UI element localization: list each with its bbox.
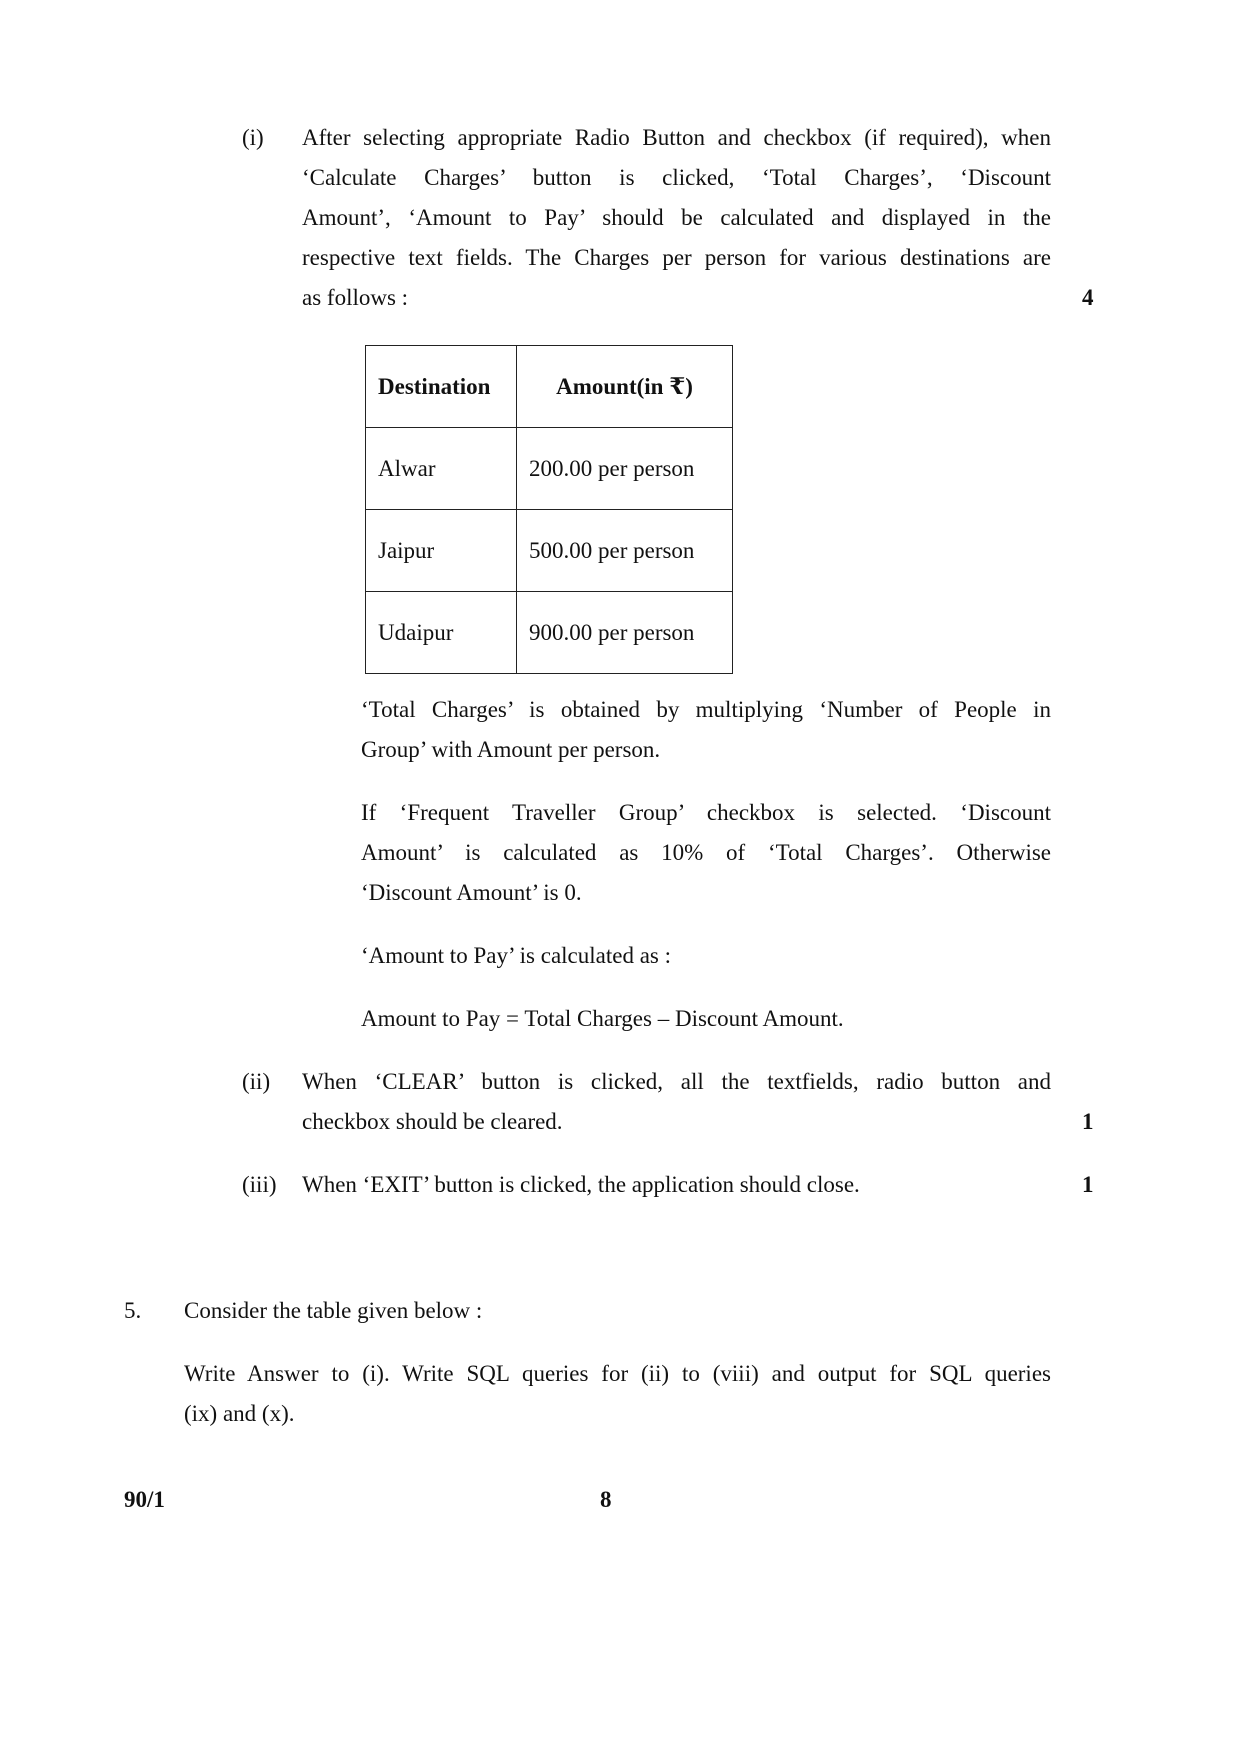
table-row xyxy=(366,592,733,674)
part-i-marks: 4 xyxy=(1082,285,1094,310)
table-cell-destination: Jaipur xyxy=(366,510,517,592)
paper-code: 90/1 xyxy=(124,1487,165,1512)
part-i-line-2: ‘Calculate Charges’ button is clicked, ‘Total Charges’, ‘Discount xyxy=(302,165,1051,190)
table-cell-amount: 200.00 per person xyxy=(517,428,733,510)
question-5-intro: Consider the table given below : xyxy=(184,1298,483,1323)
amount-to-pay-intro: ‘Amount to Pay’ is calculated as : xyxy=(361,943,671,968)
discount-line-1: If ‘Frequent Traveller Group’ checkbox is selected. ‘Discount xyxy=(361,800,1051,825)
discount-line-3: ‘Discount Amount’ is 0. xyxy=(361,880,582,905)
table-cell-destination: Udaipur xyxy=(366,592,517,674)
question-5-instruction-line-2: (ix) and (x). xyxy=(184,1401,295,1426)
total-charges-line-2: Group’ with Amount per person. xyxy=(361,737,661,762)
part-iii-label: (iii) xyxy=(242,1172,277,1197)
part-ii-line-1: When ‘CLEAR’ button is clicked, all the textfields, radio button and xyxy=(302,1069,1051,1094)
part-ii-label: (ii) xyxy=(242,1069,271,1094)
table-header-row xyxy=(366,346,733,428)
table-cell-amount: 900.00 per person xyxy=(517,592,733,674)
total-charges-line-1: ‘Total Charges’ is obtained by multiplying ‘Number of People in xyxy=(361,697,1051,722)
page-number: 8 xyxy=(600,1487,612,1512)
part-iii-text: When ‘EXIT’ button is clicked, the application should close. xyxy=(302,1172,860,1197)
part-iii-marks: 1 xyxy=(1082,1172,1094,1197)
question-5-instruction-line-1: Write Answer to (i). Write SQL queries for (ii) to (viii) and output for SQL queries xyxy=(184,1361,1051,1386)
part-i-label: (i) xyxy=(242,125,264,150)
part-i-line-5: as follows : xyxy=(302,285,409,310)
table-header-destination: Destination xyxy=(366,346,517,428)
part-i-line-1: After selecting appropriate Radio Button and checkbox (if required), when xyxy=(302,125,1051,150)
part-ii-marks: 1 xyxy=(1082,1109,1094,1134)
part-i-line-3: Amount’, ‘Amount to Pay’ should be calculated and displayed in the xyxy=(302,205,1051,230)
amount-to-pay-formula: Amount to Pay = Total Charges – Discount Amount. xyxy=(361,1006,844,1031)
table-row xyxy=(366,510,733,592)
part-ii-line-2: checkbox should be cleared. xyxy=(302,1109,563,1134)
discount-line-2: Amount’ is calculated as 10% of ‘Total Charges’. Otherwise xyxy=(361,840,1051,865)
table-row xyxy=(366,428,733,510)
table-header-amount: Amount(in ₹) xyxy=(517,346,733,428)
destination-rate-table xyxy=(365,345,733,674)
question-5-number: 5. xyxy=(124,1298,142,1323)
table-cell-destination: Alwar xyxy=(366,428,517,510)
part-i-line-4: respective text fields. The Charges per person for various destinations are xyxy=(302,245,1051,270)
table-cell-amount: 500.00 per person xyxy=(517,510,733,592)
